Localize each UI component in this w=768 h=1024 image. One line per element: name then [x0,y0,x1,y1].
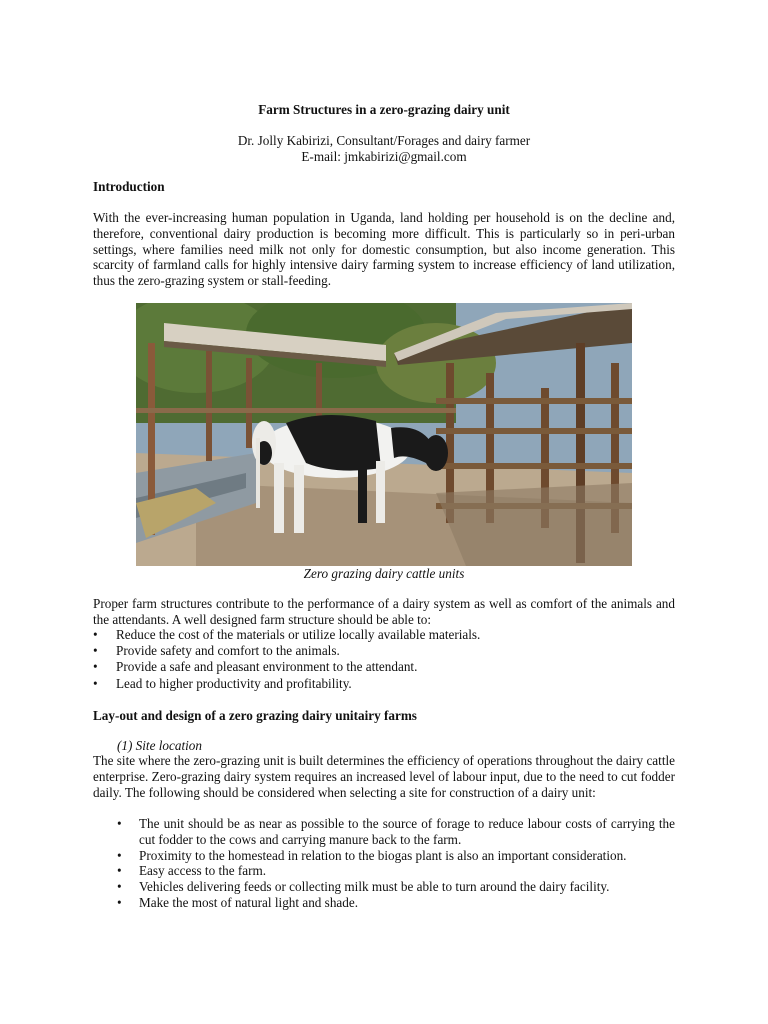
dairy-unit-photo [136,303,632,566]
email-line: E-mail: jmkabirizi@gmail.com [301,149,467,164]
list-item: • Easy access to the farm. [117,863,675,879]
list-item: • Make the most of natural light and shade. [117,895,675,911]
introduction-heading: Introduction [93,179,165,194]
author-line: Dr. Jolly Kabirizi, Consultant/Forages and dairy farmer [237,133,531,148]
introduction-paragraph: With the ever-increasing human population in Uganda, land holding per household is on the decline and, therefore, conventional dairy production is becoming more difficult. This is particularly so in peri-urban settings, where families need milk not only for domestic consumption, but also income generation. This scarcity of farmland calls for highly intensive dairy farming system to increase efficiency of land utilization, thus the zero-grazing system or stall-feeding. [93,210,675,289]
structures-bullet-list [93,627,683,692]
document-title: Farm Structures in a zero-grazing dairy unit [258,102,510,117]
site-location-paragraph: The site where the zero-grazing unit is built determines the efficiency of operations throughout the dairy cattle enterprise. Zero-grazing dairy system requires an increased level of labour input, due to the need to cut fodder daily. The following should be considered when selecting a site for construction of a dairy unit: [93,753,676,800]
site-bullet-list [117,816,675,911]
list-item: • Lead to higher productivity and profitability. [93,676,683,692]
list-item: • Vehicles delivering feeds or collecting milk must be able to turn around the dairy facility. [117,879,675,895]
list-item: • The unit should be as near as possible to the source of forage to reduce labour costs of carrying the cut fodder to the cows and carrying manure back to the farm. [117,816,675,848]
layout-heading: Lay-out and design of a zero grazing dairy unitairy farms [93,708,417,723]
photo-caption: Zero grazing dairy cattle units [303,566,465,581]
list-item: • Reduce the cost of the materials or utilize locally available materials. [93,627,683,643]
site-location-subheading: (1) Site location [117,738,202,753]
list-item: • Provide safety and comfort to the animals. [93,643,683,659]
list-item: • Provide a safe and pleasant environment to the attendant. [93,659,683,675]
structures-intro-paragraph: Proper farm structures contribute to the performance of a dairy system as well as comfort of the animals and the attendants. A well designed farm structure should be able to: [93,596,675,627]
list-item: • Proximity to the homestead in relation to the biogas plant is also an important consideration. [117,848,675,864]
